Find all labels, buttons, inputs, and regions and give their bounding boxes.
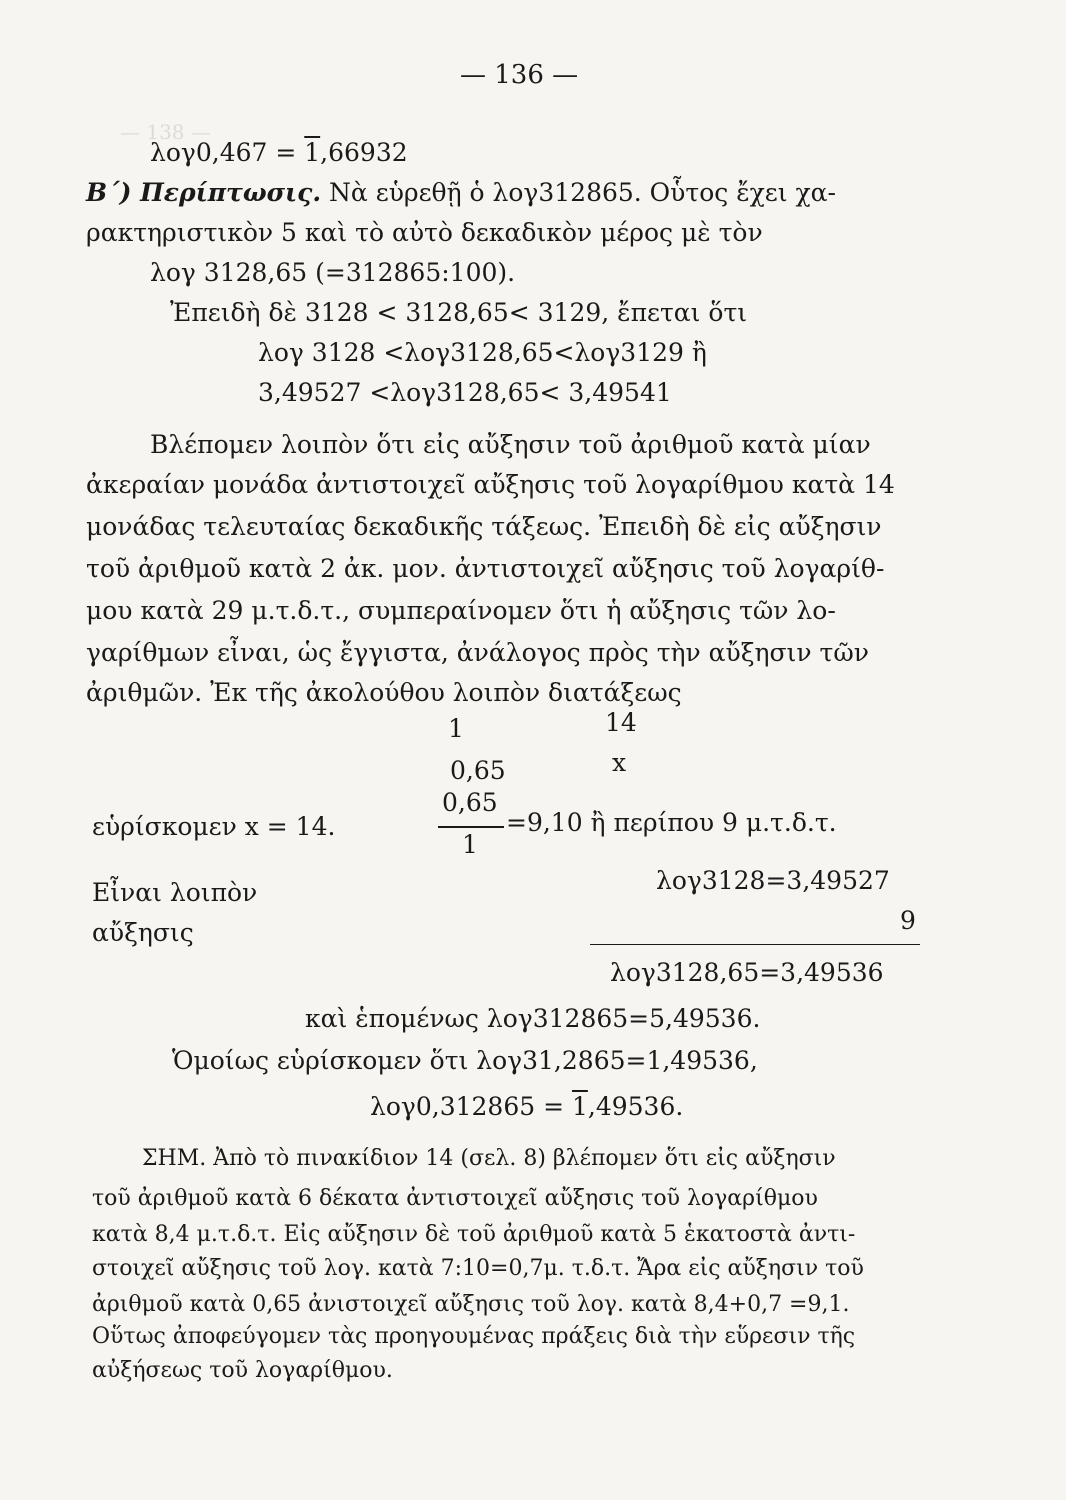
note-line: στοιχεῖ αὔξησις τοῦ λογ. κατὰ 7:10=0,7μ. τ.δ.τ. Ἄρα εἰς αὔξησιν τοῦ: [92, 1256, 864, 1281]
text-line: ἀριθμῶν. Ἐκ τῆς ἀκολούθου λοιπὸν διατάξεως: [86, 678, 682, 707]
text-line: 9: [900, 906, 916, 935]
page-number: — 136 —: [460, 60, 579, 90]
note-line: ΣΗΜ. Ἀπὸ τὸ πινακίδιον 14 (σελ. 8) βλέπομεν ὅτι εἰς αὔξησιν: [142, 1146, 836, 1171]
text-line: Εἶναι λοιπὸν: [92, 878, 258, 907]
note-line: κατὰ 8,4 μ.τ.δ.τ. Εἰς αὔξησιν δὲ τοῦ ἀριθμοῦ κατὰ 5 ἑκατοστὰ ἀντι-: [92, 1222, 856, 1247]
text-line: λογ3128,65=3,49536: [610, 958, 884, 987]
proportion-one: 1: [448, 714, 464, 743]
text-line: αὔξησις: [92, 918, 194, 947]
fraction-denominator: 1: [462, 830, 478, 859]
text-line: Ἐπειδὴ δὲ 3128 < 3128,65< 3129, ἔπεται ὅτι: [170, 298, 748, 327]
text-line: μου κατὰ 29 μ.τ.δ.τ., συμπεραίνομεν ὅτι ἡ αὔξησις τῶν λο-: [86, 596, 836, 625]
text-line: μονάδας τελευταίας δεκαδικῆς τάξεως. Ἐπειδὴ δὲ εἰς αὔξησιν: [86, 512, 882, 541]
proportion-x: x: [612, 748, 627, 777]
proportion-fourteen: 14: [605, 708, 637, 737]
text-line: Βλέπομεν λοιπὸν ὅτι εἰς αὔξησιν τοῦ ἀριθμοῦ κατὰ μίαν: [150, 430, 871, 459]
note-line: Οὕτως ἀποφεύγομεν τὰς προηγουμένας πράξεις διὰ τὴν εὕρεσιν τῆς: [92, 1324, 856, 1349]
text-line: λογ0,467 = 1,66932: [150, 138, 408, 167]
proportion-065: 0,65: [450, 756, 506, 785]
text-line: λογ3128=3,49527: [656, 866, 890, 895]
fraction-bar: [438, 826, 504, 828]
fraction-numerator: 0,65: [442, 788, 498, 817]
note-line: ἀριθμοῦ κατὰ 0,65 ἀνιστοιχεῖ αὔξησις τοῦ λογ. κατὰ 8,4+0,7 =9,1.: [92, 1292, 850, 1317]
text-line: =9,10 ἢ περίπου 9 μ.τ.δ.τ.: [506, 808, 837, 837]
sum-rule: [590, 944, 920, 945]
note-line: αὐξήσεως τοῦ λογαρίθμου.: [92, 1358, 393, 1383]
text-line: καὶ ἑπομένως λογ312865=5,49536.: [305, 1004, 761, 1033]
text-line: ἀκεραίαν μονάδα ἀντιστοιχεῖ αὔξησις τοῦ λογαρίθμου κατὰ 14: [86, 470, 895, 499]
text-line: λογ 3128 <λογ3128,65<λογ3129 ἢ: [258, 338, 707, 367]
bleed-through: — 138 —: [120, 120, 211, 144]
text-line: ρακτηριστικὸν 5 καὶ τὸ αὐτὸ δεκαδικὸν μέρος μὲ τὸν: [86, 218, 763, 247]
text-line: Β΄) Περίπτωσις. Νὰ εὑρεθῇ ὁ λογ312865. Οὗτος ἔχει χα-: [86, 178, 836, 207]
text-line: εὑρίσκομεν x = 14.: [92, 812, 336, 841]
text-line: λογ 3128,65 (=312865:100).: [150, 258, 516, 287]
case-heading: Β΄) Περίπτωσις.: [86, 178, 322, 207]
text-line: 3,49527 <λογ3128,65< 3,49541: [258, 378, 672, 407]
text-line: γαρίθμων εἶναι, ὡς ἔγγιστα, ἀνάλογος πρὸς τὴν αὔξησιν τῶν: [86, 638, 869, 667]
text-line: λογ0,312865 = 1,49536.: [370, 1092, 684, 1121]
note-line: τοῦ ἀριθμοῦ κατὰ 6 δέκατα ἀντιστοιχεῖ αὔξησις τοῦ λογαρίθμου: [92, 1186, 818, 1211]
text-line: τοῦ ἀριθμοῦ κατὰ 2 ἀκ. μον. ἀντιστοιχεῖ αὔξησις τοῦ λογαρίθ-: [86, 554, 885, 583]
text-line: Ὁμοίως εὑρίσκομεν ὅτι λογ31,2865=1,49536,: [172, 1046, 758, 1075]
